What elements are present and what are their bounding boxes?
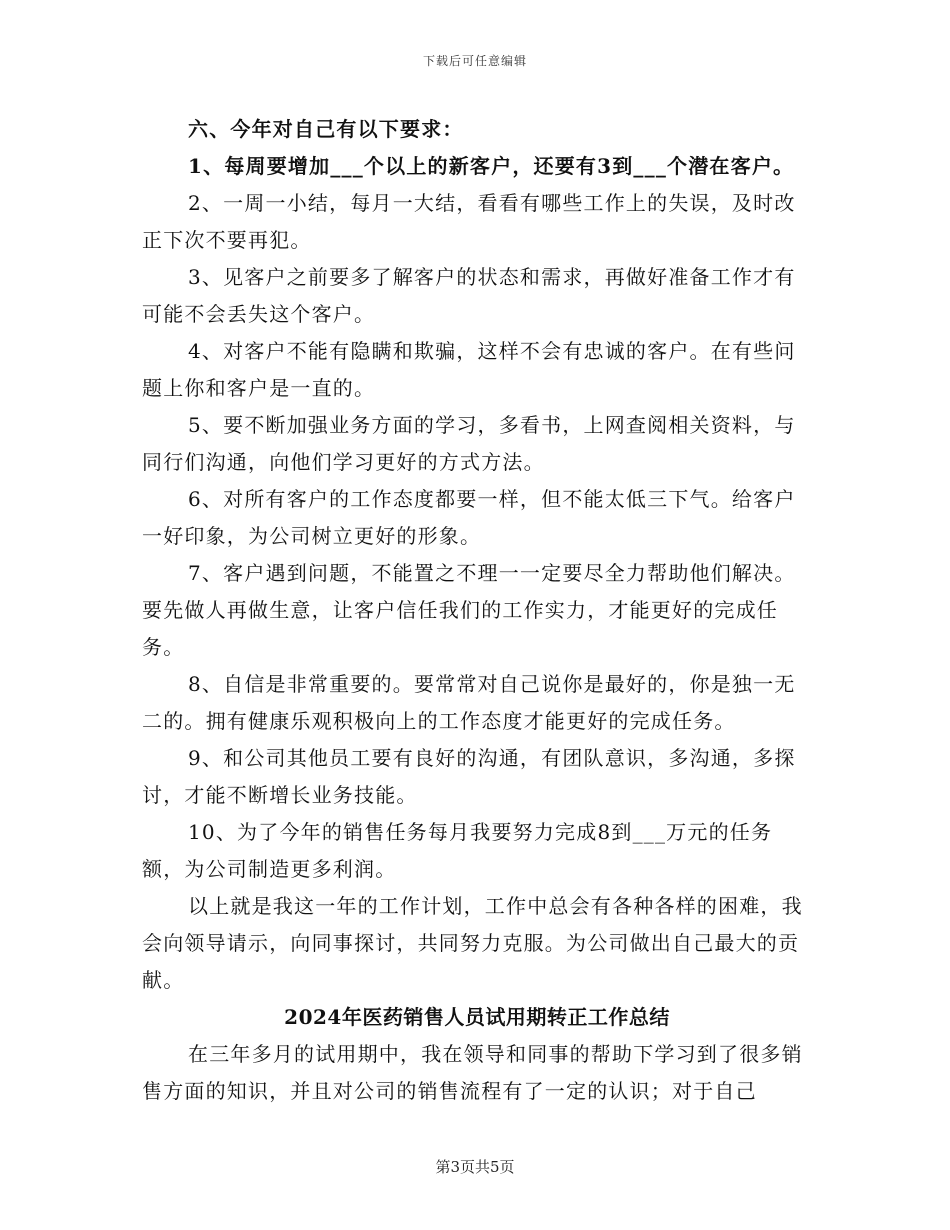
requirement-item-3: 3、见客户之前要多了解客户的状态和需求，再做好准备工作才有可能不会丢失这个客户。 bbox=[142, 265, 796, 326]
requirement-item-9: 9、和公司其他员工要有良好的沟通，有团队意识，多沟通，多探讨，才能不断增长业务技能。 bbox=[142, 746, 796, 807]
page-header: 下载后可任意编辑 bbox=[422, 54, 527, 68]
section-intro-paragraph: 在三年多月的试用期中，我在领导和同事的帮助下学习到了很多销售方面的知识，并且对公司的销售流程有了一定的认识；对于自己 bbox=[142, 1042, 803, 1103]
requirement-item-4: 4、对客户不能有隐瞒和欺骗，这样不会有忠诚的客户。在有些问题上你和客户是一直的。 bbox=[142, 339, 796, 400]
requirement-item-5: 5、要不断加强业务方面的学习，多看书，上网查阅相关资料，与同行们沟通，向他们学习更好的方式方法。 bbox=[142, 413, 796, 474]
page-footer: 第3页共5页 bbox=[435, 1158, 515, 1176]
requirement-item-10: 10、为了今年的销售任务每月我要努力完成8到___万元的任务额，为公司制造更多利润。 bbox=[142, 820, 773, 881]
document-body bbox=[142, 111, 812, 1110]
requirement-item-6: 6、对所有客户的工作态度都要一样，但不能太低三下气。给客户一好印象，为公司树立更好的形象。 bbox=[142, 487, 796, 548]
closing-paragraph: 以上就是我这一年的工作计划，工作中总会有各种各样的困难，我会向领导请示，向同事探讨，共同努力克服。为公司做出自己最大的贡献。 bbox=[142, 894, 803, 992]
document-section-title: 2024年医药销售人员试用期转正工作总结 bbox=[284, 1005, 670, 1029]
requirement-item-8: 8、自信是非常重要的。要常常对自己说你是最好的，你是独一无二的。拥有健康乐观积极向上的工作态度才能更好的完成任务。 bbox=[142, 672, 796, 733]
requirement-item-1: 1、每周要增加___个以上的新客户，还要有3到___个潜在客户。 bbox=[188, 154, 795, 178]
section-heading: 六、今年对自己有以下要求： bbox=[188, 117, 464, 141]
requirement-item-7: 7、客户遇到问题，不能置之不理一一定要尽全力帮助他们解决。要先做人再做生意，让客户信任我们的工作实力，才能更好的完成任务。 bbox=[142, 561, 796, 659]
requirement-item-2: 2、一周一小结，每月一大结，看看有哪些工作上的失误，及时改正下次不要再犯。 bbox=[142, 191, 796, 252]
